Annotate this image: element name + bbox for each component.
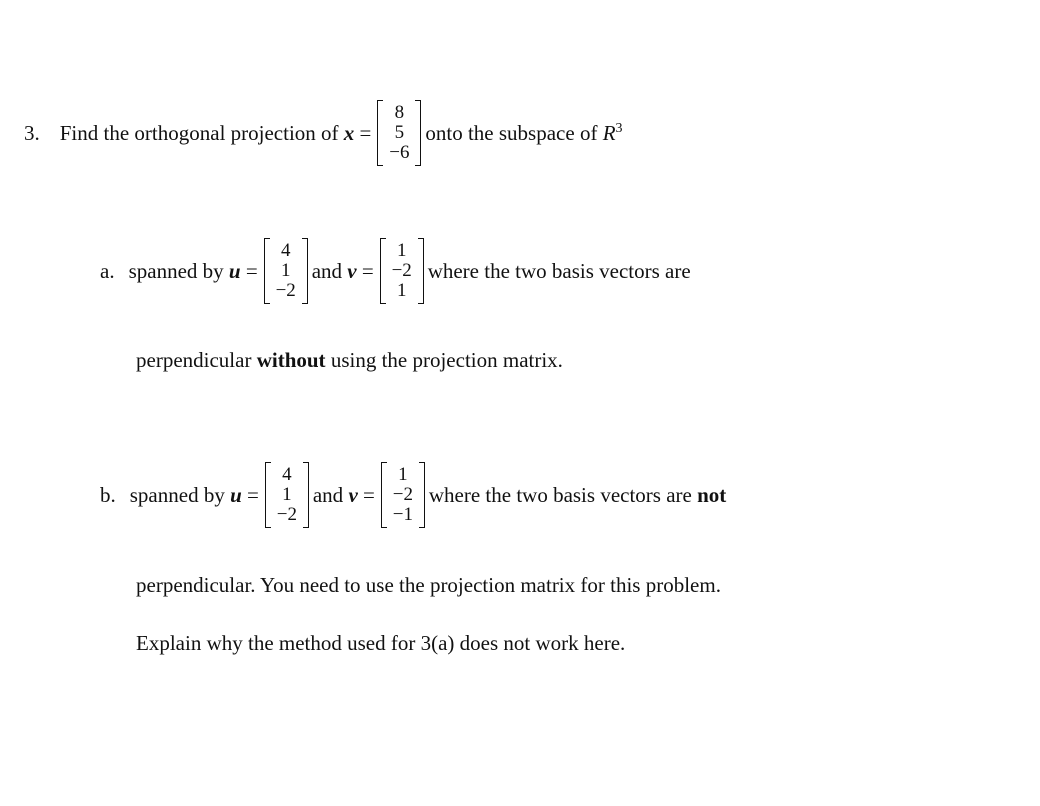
problem-intro: Find the orthogonal projection of	[59, 120, 339, 145]
problem-number: 3.	[24, 120, 40, 145]
part-a-line2	[136, 348, 563, 373]
equals-sign: =	[359, 120, 372, 145]
part-b-line3: Explain why the method used for 3(a) does not work here.	[136, 631, 626, 655]
problem-outro: onto the subspace of	[425, 120, 598, 145]
part-b-line2: perpendicular. You need to use the projection matrix for this problem.	[136, 573, 721, 597]
vector-entry: −2	[275, 280, 296, 301]
part-b-label: b.	[100, 482, 116, 507]
vector-entry: −1	[392, 504, 413, 525]
space-symbol: R	[602, 120, 616, 145]
space-exponent: 3	[615, 121, 623, 136]
part-a-label: a.	[100, 258, 115, 283]
vector-entry: 1	[282, 484, 292, 505]
vector-entry: 8	[394, 102, 405, 123]
right-bracket	[302, 238, 308, 304]
x-vector	[377, 100, 421, 166]
v-vector	[381, 462, 425, 528]
v-variable: v	[347, 258, 357, 283]
x-variable: x	[343, 120, 355, 145]
v-vector	[380, 238, 424, 304]
vector-entry: 1	[280, 260, 291, 281]
part-b-spanned: spanned by	[129, 482, 225, 507]
v-variable: v	[348, 482, 358, 507]
vector-entry: 4	[282, 464, 292, 485]
part-a-line2-pre: perpendicular	[136, 348, 252, 372]
equals-sign: =	[363, 482, 375, 507]
right-bracket	[415, 100, 421, 166]
part-b-tail: where the two basis vectors are	[428, 482, 692, 507]
part-b-tail-bold: not	[697, 482, 727, 507]
part-a-line2-post: using the projection matrix.	[330, 348, 563, 372]
part-b-statement	[100, 462, 726, 528]
u-vector	[264, 238, 308, 304]
vector-entry: 1	[396, 280, 407, 301]
equals-sign: =	[247, 482, 259, 507]
vector-entry: −2	[391, 260, 412, 281]
vector-entry: −2	[276, 504, 297, 525]
vector-entry: −6	[389, 142, 410, 163]
part-a-spanned: spanned by	[128, 258, 224, 283]
right-bracket	[418, 238, 424, 304]
vector-entry: 4	[280, 240, 291, 261]
part-a-line2-bold: without	[256, 348, 326, 372]
vector-entry: −2	[392, 484, 413, 505]
vector-entry: 1	[396, 240, 407, 261]
equals-sign: =	[245, 258, 258, 283]
equals-sign: =	[361, 258, 374, 283]
u-vector	[265, 462, 309, 528]
u-variable: u	[228, 258, 241, 283]
right-bracket	[419, 462, 425, 528]
vector-entry: 1	[398, 464, 408, 485]
and-text: and	[311, 258, 343, 283]
part-a-tail: where the two basis vectors are	[427, 258, 691, 283]
problem-statement	[24, 100, 623, 166]
vector-entry: 5	[394, 122, 405, 143]
and-text: and	[312, 482, 344, 507]
right-bracket	[303, 462, 309, 528]
u-variable: u	[230, 482, 242, 507]
part-a-statement	[100, 238, 691, 304]
